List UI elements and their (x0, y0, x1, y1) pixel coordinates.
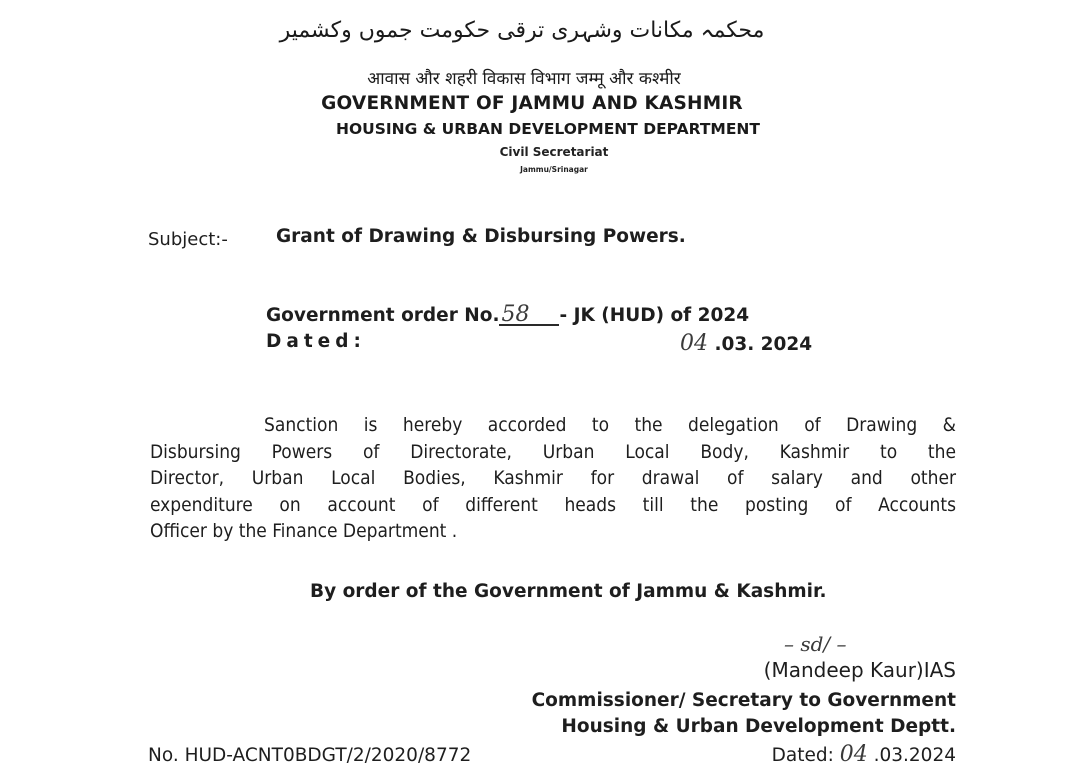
order-date-rest: .03. 2024 (708, 334, 813, 355)
signatory-name: (Mandeep Kaur)IAS (763, 658, 956, 682)
body-line: expenditure on account of different heads till the posting of Accounts (150, 493, 956, 516)
letterhead-government-title: GOVERNMENT OF JAMMU AND KASHMIR (321, 93, 743, 114)
subject-label: Subject:- (148, 229, 228, 250)
signatory-designation: Commissioner/ Secretary to Government (531, 690, 956, 711)
footer-date-rest: .03.2024 (867, 745, 956, 766)
footer-dated-label: Dated: (771, 745, 840, 766)
by-order-line: By order of the Government of Jammu & Kashmir. (310, 581, 827, 602)
body-line: Officer by the Finance Department . (150, 520, 458, 542)
letterhead-urdu-title: محکمہ مکانات وشہری ترقی حکومت جموں وکشمیر (279, 18, 765, 43)
letterhead-location: Jammu/Srinagar (520, 165, 588, 174)
order-number-handwritten: 58 (499, 306, 559, 326)
reference-number: No. HUD-ACNT0BDGT/2/2020/8772 (148, 745, 472, 766)
body-line: Disbursing Powers of Directorate, Urban Local Body, Kashmir to the (150, 440, 956, 463)
signature-mark: – sd/ – (784, 632, 847, 656)
letterhead-department-title: HOUSING & URBAN DEVELOPMENT DEPARTMENT (336, 120, 760, 138)
footer-date (772, 742, 956, 767)
body-line: Sanction is hereby accorded to the delegation of Drawing & (264, 414, 956, 436)
order-body-paragraph (150, 412, 956, 545)
order-suffix: - JK (HUD) of 2024 (559, 305, 750, 326)
footer-date-day-handwritten: 04 (839, 742, 868, 767)
order-number-line (266, 302, 750, 327)
letterhead-hindi-title: आवास और शहरी विकास विभाग जम्मू और कश्मीर (367, 69, 681, 89)
order-dated-label: Dated: (266, 331, 366, 352)
letterhead-office: Civil Secretariat (499, 145, 609, 159)
order-date-day-handwritten: 04 (680, 331, 708, 356)
signatory-department: Housing & Urban Development Deptt. (561, 716, 956, 737)
body-line: Director, Urban Local Bodies, Kashmir for drawal of salary and other (150, 467, 956, 489)
order-date (680, 331, 812, 356)
subject-text: Grant of Drawing & Disbursing Powers. (276, 226, 686, 247)
order-prefix: Government order No. (266, 305, 500, 326)
